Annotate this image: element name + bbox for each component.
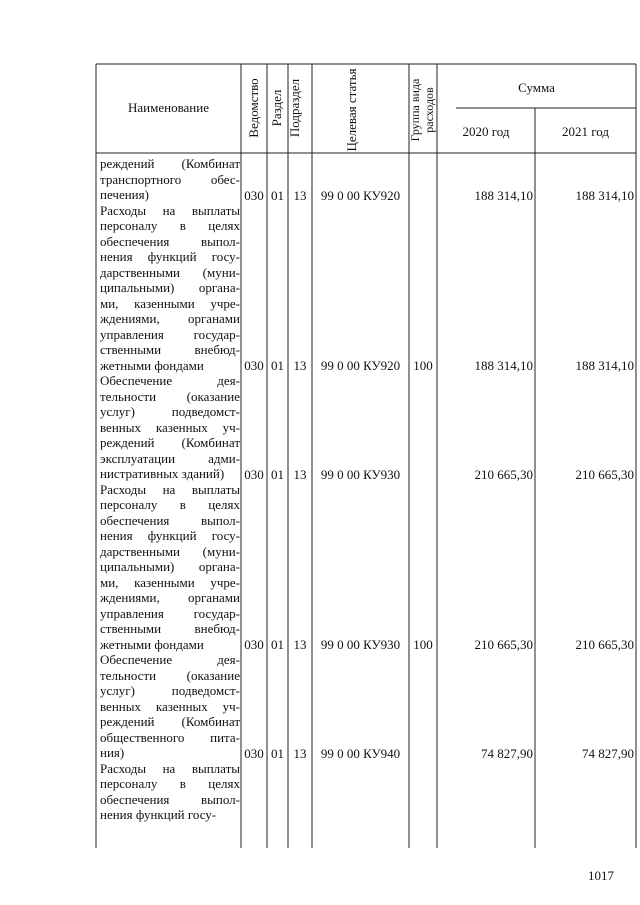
row-name-line: обеспечения выпол-	[100, 791, 240, 807]
header-name: Наименование	[128, 100, 209, 115]
row-podrazdel: 13	[293, 358, 307, 373]
row-name-line: персоналу в целях	[100, 218, 240, 233]
row-vedomstvo: 030	[244, 187, 264, 203]
row-podrazdel: 13	[293, 745, 307, 761]
header-gruppa-vida-rashodov	[408, 65, 438, 155]
row-name-line: венных казенных уч-	[100, 698, 240, 714]
row-name-line: нения функций госу-	[100, 807, 217, 822]
header-podrazdel: Подраздел	[287, 78, 302, 138]
row-name-line: венных казенных уч-	[100, 419, 240, 435]
row-name-line: ми, казенными учре-	[100, 574, 240, 590]
row-vedomstvo: 030	[244, 466, 264, 482]
row-name-line: Обеспечение дея-	[100, 652, 240, 667]
row-gvr: 100	[413, 358, 433, 373]
row-name-line: нистративных зданий)	[100, 466, 225, 481]
row-name-line: обеспечения выпол-	[100, 233, 240, 249]
row-name-line: персоналу в целях	[100, 776, 240, 791]
row-name-line: ципальными) органа-	[100, 559, 240, 574]
row-razdel: 01	[271, 637, 284, 652]
row-name-line: эксплуатации адми-	[100, 450, 240, 466]
header-celevaya-statya	[345, 65, 375, 155]
row-podrazdel: 13	[293, 466, 307, 482]
row-name	[100, 156, 240, 203]
row-name	[100, 652, 240, 761]
row-name-line: ственными внебюд-	[100, 621, 240, 636]
row-razdel: 01	[271, 187, 284, 203]
row-name-line: реждений (Комбинат	[100, 714, 240, 729]
row-sum-2020: 210 665,30	[474, 466, 533, 482]
row-sum-2020: 74 827,90	[481, 745, 533, 761]
row-podrazdel: 13	[293, 637, 307, 652]
header-gruppa-text: Группа вида расходов	[408, 78, 436, 142]
row-celevaya-statya: 99 0 00 КУ930	[320, 466, 401, 482]
row-sum-2021: 74 827,90	[582, 745, 634, 761]
row-name-line: ственными внебюд-	[100, 342, 240, 357]
row-podrazdel: 13	[293, 187, 307, 203]
row-name	[100, 373, 240, 482]
row-sum-2020: 210 665,30	[474, 637, 533, 652]
row-name	[100, 482, 240, 653]
row-name-line: дарственными (муни-	[100, 543, 240, 559]
row-name-line: тельности (оказание	[100, 388, 240, 404]
row-name-line: услуг) подведомст-	[100, 683, 240, 698]
row-name-line: реждений (Комбинат	[100, 435, 240, 450]
row-sum-2020: 188 314,10	[474, 358, 533, 373]
row-name-line: управления государ-	[100, 605, 240, 621]
row-name-line: тельности (оказание	[100, 667, 240, 683]
row-name-line: реждений (Комбинат	[100, 156, 240, 171]
row-sum-2021: 210 665,30	[575, 466, 634, 482]
row-name-line: нения функций госу-	[100, 528, 240, 543]
row-name-line: транспортного обес-	[100, 171, 240, 187]
row-razdel: 01	[271, 466, 284, 482]
row-gvr: 100	[413, 637, 433, 652]
row-name-line: ждениями, органами	[100, 590, 240, 605]
header-razdel: Раздел	[269, 89, 284, 127]
header-summa: Сумма	[518, 80, 555, 95]
row-name-line: Расходы на выплаты	[100, 760, 240, 776]
row-sum-2021: 210 665,30	[575, 637, 634, 652]
header-celevaya-statya-text: Целевая статья	[344, 68, 359, 152]
row-name-line: ния)	[100, 745, 125, 760]
page-number: 1017	[588, 868, 614, 883]
row-vedomstvo: 030	[244, 358, 264, 373]
row-name-line: услуг) подведомст-	[100, 404, 240, 419]
row-name-line: Расходы на выплаты	[100, 202, 240, 218]
row-sum-2021: 188 314,10	[575, 187, 634, 203]
row-name-line: Расходы на выплаты	[100, 481, 240, 497]
row-name-line: нения функций госу-	[100, 249, 240, 264]
row-name-line: печения)	[100, 187, 149, 202]
row-name	[100, 761, 240, 823]
row-name-line: персоналу в целях	[100, 497, 240, 512]
row-razdel: 01	[271, 358, 284, 373]
row-name-line: жетными фондами	[100, 636, 204, 652]
row-name-line: общественного пита-	[100, 729, 240, 745]
row-name-line: ципальными) органа-	[100, 280, 240, 295]
row-name	[100, 203, 240, 374]
row-vedomstvo: 030	[244, 637, 264, 652]
row-celevaya-statya: 99 0 00 КУ940	[320, 745, 401, 761]
row-name-line: ми, казенными учре-	[100, 295, 240, 311]
header-year-2021: 2021 год	[562, 124, 609, 139]
row-celevaya-statya: 99 0 00 КУ920	[320, 187, 401, 203]
row-name-line: ждениями, органами	[100, 311, 240, 326]
row-name-line: управления государ-	[100, 326, 240, 342]
row-name-line: Обеспечение дея-	[100, 373, 240, 388]
row-celevaya-statya: 99 0 00 КУ930	[320, 637, 401, 652]
row-celevaya-statya: 99 0 00 КУ920	[320, 358, 401, 373]
header-year-2020: 2020 год	[462, 124, 510, 139]
row-name-line: жетными фондами	[100, 357, 204, 373]
row-name-line: дарственными (муни-	[100, 264, 240, 280]
row-razdel: 01	[271, 745, 284, 761]
row-vedomstvo: 030	[244, 745, 264, 761]
row-sum-2020: 188 314,10	[474, 187, 533, 203]
header-vedomstvo: Ведомство	[246, 78, 261, 138]
row-sum-2021: 188 314,10	[575, 358, 634, 373]
row-name-line: обеспечения выпол-	[100, 512, 240, 528]
